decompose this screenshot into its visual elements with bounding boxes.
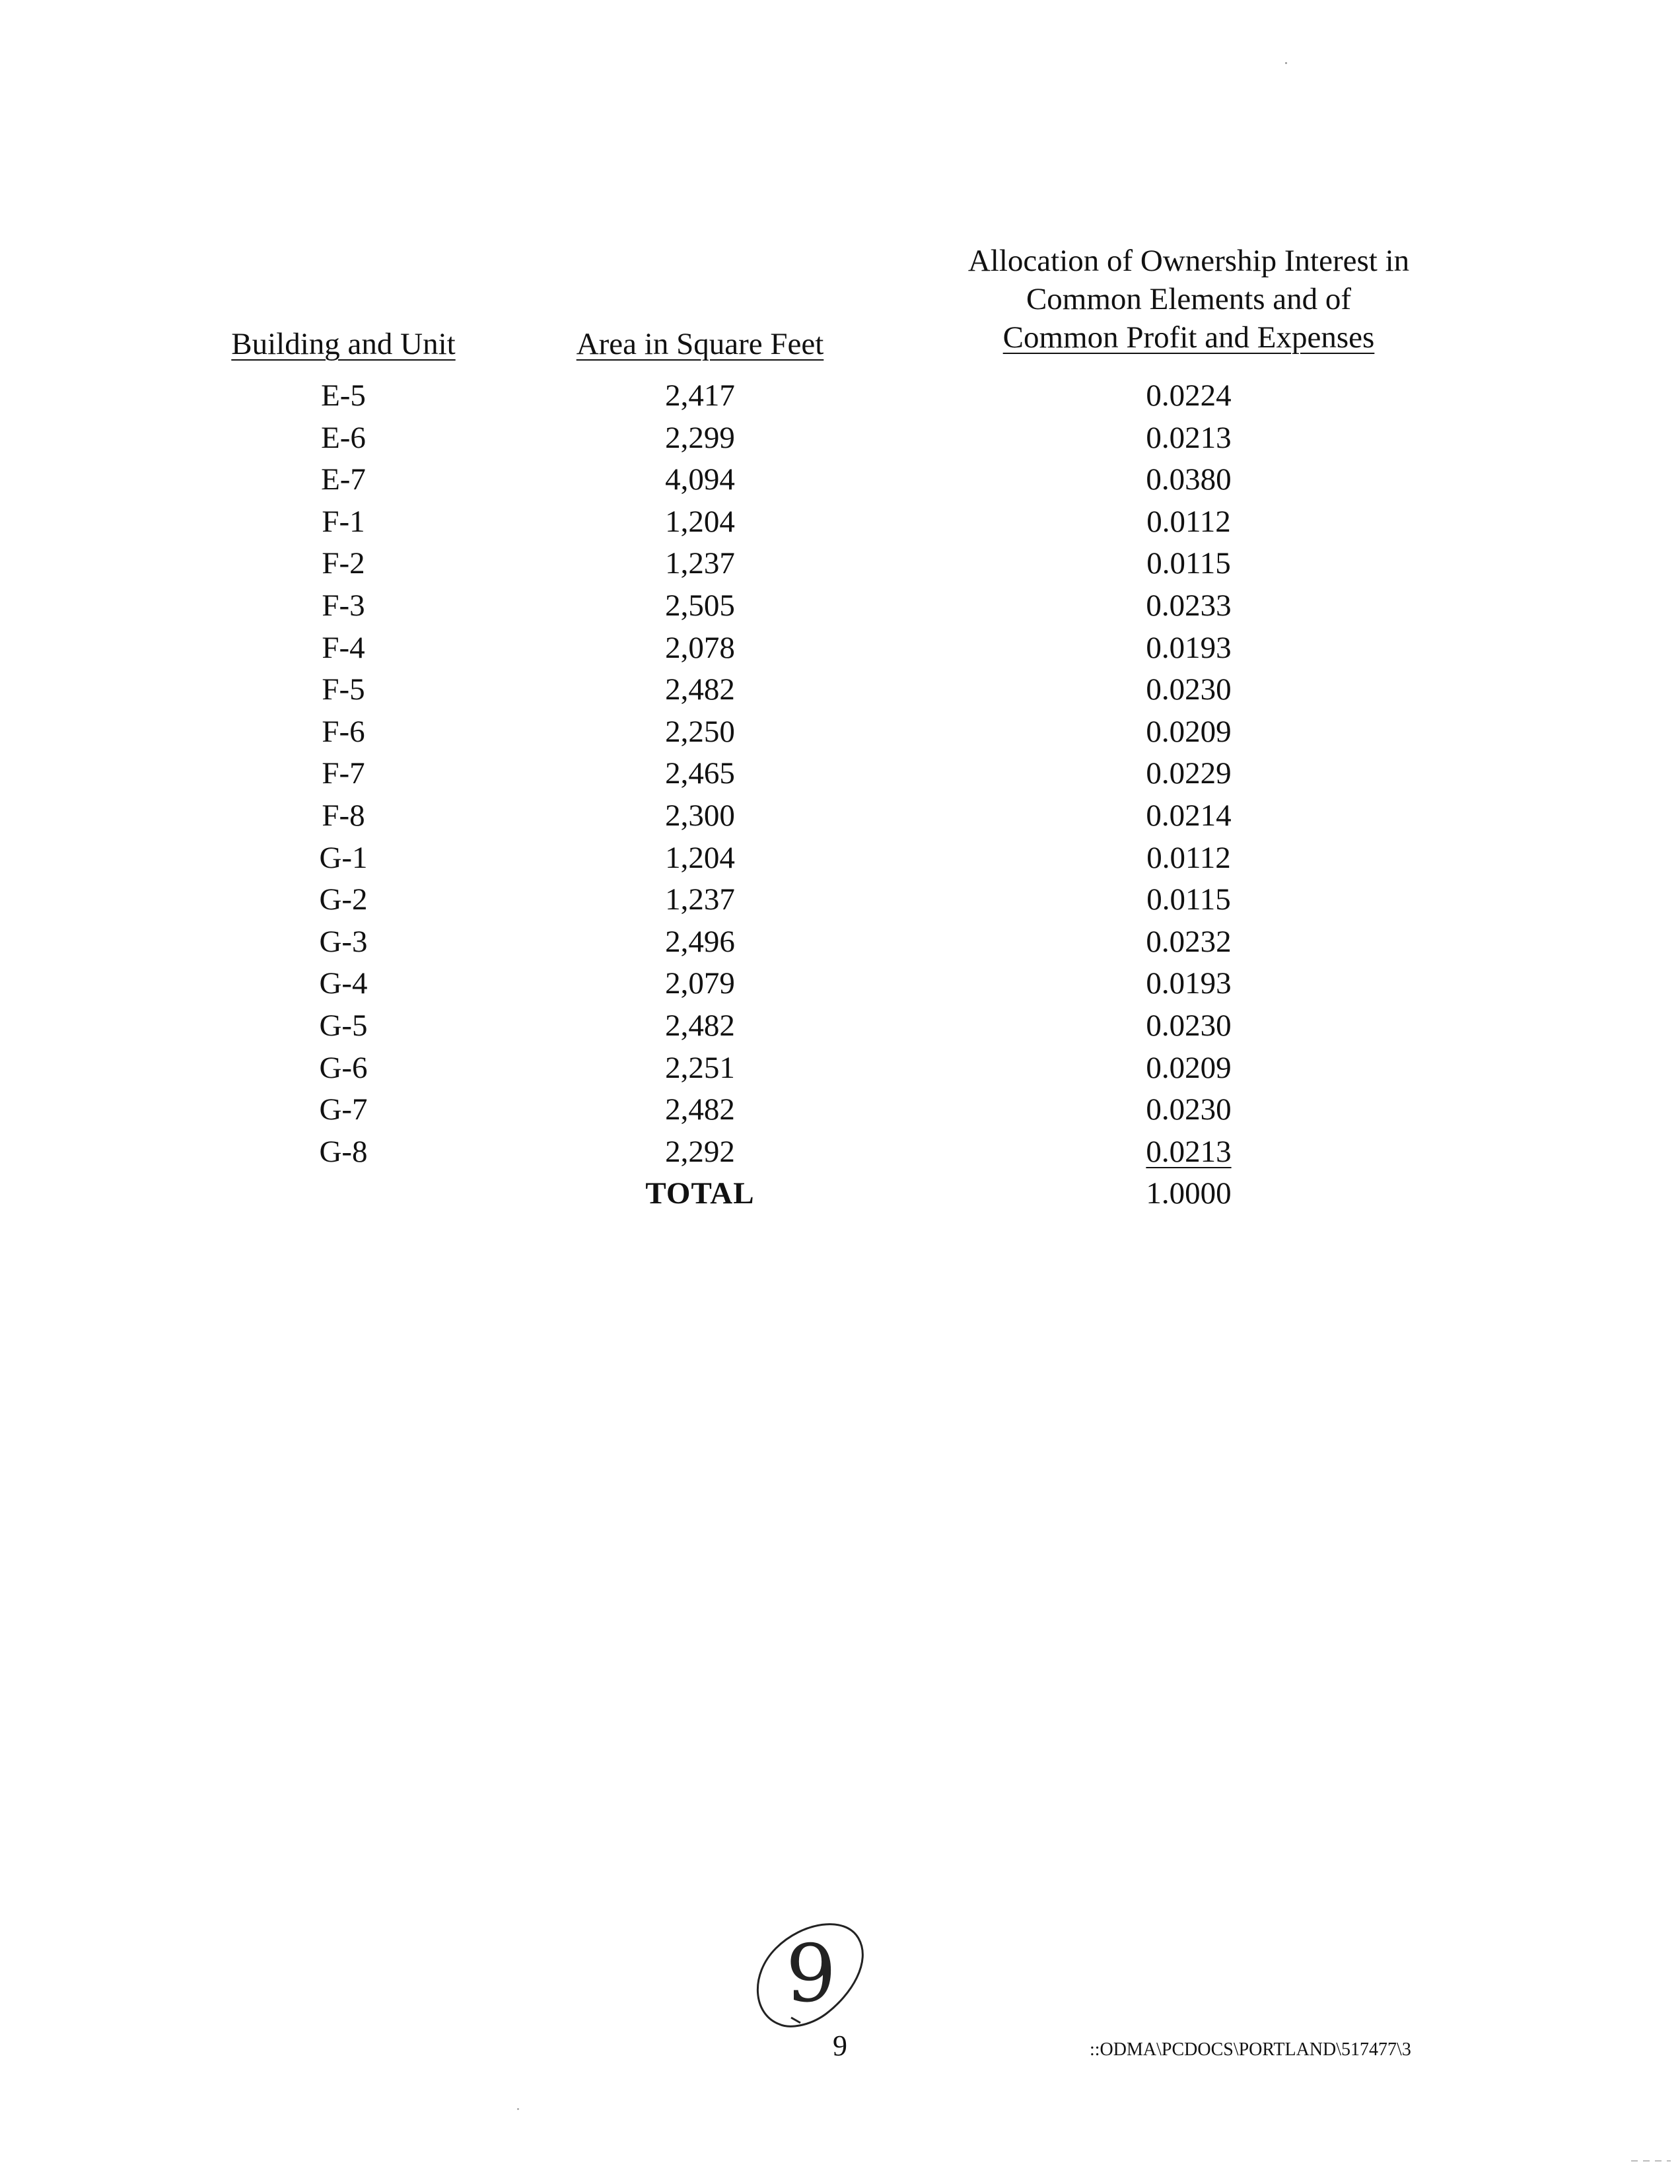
unit-cell: F-8 [322,798,365,833]
unit-cell: G-4 [319,966,368,1001]
allocation-cell [1057,921,1321,964]
allocation-value: 0.0232 [1146,924,1232,959]
edge-mark [1631,2160,1671,2162]
allocation-value: 0.0230 [1146,672,1232,707]
table-row [0,711,1680,754]
allocation-cell [1057,501,1321,544]
unit-cell: G-1 [319,840,368,875]
table-row [0,921,1680,964]
unit-cell: F-3 [322,588,365,623]
area-cell: 1,204 [665,840,735,875]
unit-cell: E-5 [321,378,366,413]
unit-cell: G-7 [319,1092,368,1127]
unit-cell: G-3 [319,924,368,959]
unit-cell: G-2 [319,882,368,917]
table-row [0,543,1680,585]
unit-cell: E-6 [321,420,366,455]
scan-speck [517,2108,519,2110]
area-cell: 2,250 [665,714,735,749]
area-cell: 1,204 [665,504,735,539]
allocation-cell [1057,627,1321,670]
table-row [0,753,1680,795]
allocation-value: 0.0213 [1146,1134,1232,1169]
total-allocation: 1.0000 [1146,1176,1232,1211]
area-cell: 1,237 [665,882,735,917]
allocation-value: 0.0233 [1146,588,1232,623]
unit-cell: G-6 [319,1050,368,1085]
total-label: TOTAL [645,1176,755,1211]
allocation-value: 0.0380 [1146,462,1232,497]
table-row [0,1005,1680,1047]
allocation-cell [1057,585,1321,627]
allocation-value: 0.0214 [1146,798,1232,833]
table-row [0,1089,1680,1131]
allocation-cell [1057,1131,1321,1174]
allocation-cell [1057,459,1321,501]
area-cell: 2,482 [665,672,735,707]
page-number: 9 [833,2029,847,2062]
area-cell: 2,505 [665,588,735,623]
allocation-value: 0.0112 [1146,840,1231,875]
area-cell: 4,094 [665,462,735,497]
allocation-cell [1057,753,1321,795]
area-cell: 2,300 [665,798,735,833]
table-row [0,837,1680,880]
area-cell: 2,465 [665,756,735,791]
allocation-cell [1057,669,1321,711]
area-cell: 2,482 [665,1092,735,1127]
unit-cell: F-4 [322,630,365,665]
header-building-unit [178,325,508,363]
area-cell: 2,251 [665,1050,735,1085]
table-row [0,501,1680,544]
table-row [0,795,1680,837]
handwritten-page-number: 9 [785,1928,837,2020]
area-cell: 2,299 [665,420,735,455]
unit-cell: G-5 [319,1008,368,1043]
allocation-value: 0.0213 [1146,420,1232,455]
allocation-value: 0.0229 [1146,756,1232,791]
total-row [0,1173,1680,1215]
unit-cell: F-6 [322,714,365,749]
allocation-value: 0.0193 [1146,966,1232,1001]
allocation-value: 0.0112 [1146,504,1231,539]
table-row [0,669,1680,711]
allocation-cell [1057,879,1321,921]
handwritten-page-stamp [740,1902,885,2047]
table-row [0,627,1680,670]
unit-cell: F-5 [322,672,365,707]
unit-cell: F-7 [322,756,365,791]
unit-cell: F-1 [322,504,365,539]
header-area [535,325,865,363]
table-row [0,375,1680,417]
unit-cell: F-2 [322,546,365,581]
table-row [0,417,1680,460]
area-cell: 2,078 [665,630,735,665]
scan-speck [1285,62,1287,64]
area-cell: 2,079 [665,966,735,1001]
allocation-cell [1057,795,1321,837]
table-row [0,963,1680,1005]
allocation-cell [1057,543,1321,585]
unit-table [0,375,1680,1215]
header-building-unit-label: Building and Unit [231,327,456,361]
table-row [0,459,1680,501]
header-allocation-line2: Common Elements and of [1026,282,1352,316]
unit-cell: E-7 [321,462,366,497]
allocation-value: 0.0115 [1146,546,1231,581]
table-row [0,879,1680,921]
header-allocation-line1: Allocation of Ownership Interest in [967,244,1410,278]
allocation-cell [1057,711,1321,754]
allocation-value: 0.0224 [1146,378,1232,413]
allocation-value: 0.0230 [1146,1092,1232,1127]
unit-cell: G-8 [319,1134,368,1169]
area-cell: 2,292 [665,1134,735,1169]
area-cell: 2,496 [665,924,735,959]
allocation-cell [1057,375,1321,417]
allocation-value: 0.0115 [1146,882,1231,917]
allocation-value: 0.0209 [1146,1050,1232,1085]
allocation-cell [1057,1005,1321,1047]
allocation-value: 0.0230 [1146,1008,1232,1043]
allocation-value: 0.0209 [1146,714,1232,749]
table-row [0,1131,1680,1174]
area-cell: 2,482 [665,1008,735,1043]
allocation-cell [1057,837,1321,880]
header-allocation [931,242,1446,357]
allocation-cell [1057,417,1321,460]
table-row [0,1047,1680,1090]
header-area-label: Area in Square Feet [576,327,824,361]
document-path: ::ODMA\PCDOCS\PORTLAND\517477\3 [1090,2039,1411,2060]
header-allocation-line3: Common Profit and Expenses [1002,320,1375,355]
allocation-cell [1057,1047,1321,1090]
area-cell: 1,237 [665,546,735,581]
allocation-cell [1057,963,1321,1005]
table-row [0,585,1680,627]
area-cell: 2,417 [665,378,735,413]
allocation-cell [1057,1089,1321,1131]
allocation-value: 0.0193 [1146,630,1232,665]
